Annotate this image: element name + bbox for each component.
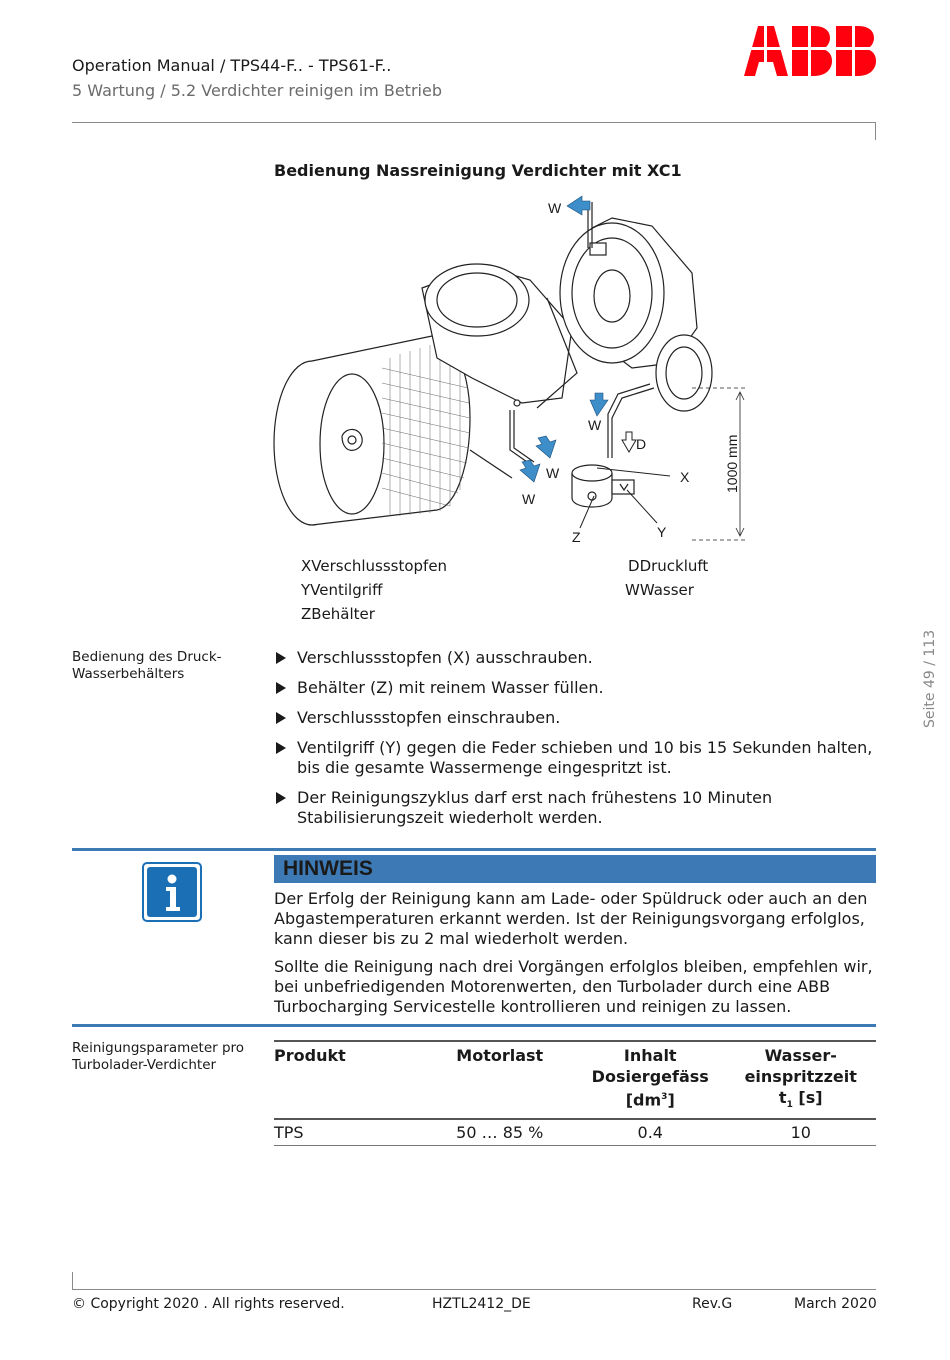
footer-copyright: © Copyright 2020 . All rights reserved.	[72, 1296, 345, 1312]
water-arrow-2	[590, 393, 608, 416]
bullet-arrow-icon	[276, 792, 286, 804]
footer-rule-tick	[72, 1272, 73, 1290]
bullet-arrow-icon	[276, 742, 286, 754]
parameters-label: Reinigungsparameter pro Turbolader-Verdichter	[72, 1040, 245, 1073]
filter-silencer	[274, 336, 470, 525]
header-rule	[72, 122, 876, 123]
notice-bottom-rule	[72, 1024, 876, 1027]
procedure-step: Verschlussstopfen einschrauben.	[274, 708, 874, 728]
outlet-flange	[656, 335, 712, 411]
water-arrow-3	[536, 436, 556, 458]
table-row	[274, 1119, 876, 1146]
cell-load: 50 … 85 %	[456, 1123, 544, 1143]
water-arrow-1	[567, 196, 590, 215]
table-header-row	[274, 1041, 876, 1119]
legend-item-w: WWasser	[625, 581, 694, 599]
col-product: Produkt	[274, 1046, 346, 1065]
callout-y: Y	[657, 524, 667, 540]
bullet-arrow-icon	[276, 652, 286, 664]
legend-item-d: DDruckluft	[628, 557, 709, 575]
callout-z: Z	[572, 529, 581, 545]
document-title: Operation Manual / TPS44-F.. - TPS61-F..	[72, 56, 392, 75]
callout-w-left: W	[546, 465, 560, 481]
footer-rule	[72, 1289, 876, 1290]
footer-revision: Rev.G	[692, 1296, 733, 1312]
legend-item-x: XVerschlussstopfen	[301, 557, 448, 575]
notice-heading: HINWEIS	[283, 857, 373, 880]
notice-paragraph-1: Der Erfolg der Reinigung kann am Lade- oder Spüldruck oder auch an den Abgastemperaturen erkannt werden. Ist der Reinigungsvorgang erfolglos, kann dieser bis zu 2 mal wiederholt werden.	[274, 889, 868, 948]
wet-cleaning-illustration	[272, 188, 772, 550]
height-dimension-label: 1000 mm	[724, 434, 740, 493]
footer-doc-id: HZTL2412_DE	[432, 1296, 531, 1312]
procedure-step: Behälter (Z) mit reinem Wasser füllen.	[274, 678, 874, 698]
bullet-arrow-icon	[276, 712, 286, 724]
procedure-steps	[274, 648, 874, 838]
col-content: Inhalt Dosiergefäss $[dm^3]$	[591, 1046, 709, 1110]
procedure-step: Verschlussstopfen (X) ausschrauben.	[274, 648, 874, 668]
callout-w-top: W	[548, 200, 562, 216]
notice-top-rule	[72, 848, 876, 851]
callout-w-bottom: W	[522, 491, 536, 507]
header-rule-tick	[875, 122, 876, 140]
breadcrumb: 5 Wartung / 5.2 Verdichter reinigen im Betrieb	[72, 81, 442, 100]
col-injection-time: Wasser- einspritzzeit $t_1$ [s]	[744, 1046, 857, 1111]
procedure-step: Ventilgriff (Y) gegen die Feder schieben und 10 bis 15 Sekunden halten, bis die gesamte Wassermenge eingespritzt ist.	[274, 738, 874, 778]
water-arrow-4	[520, 460, 540, 482]
procedure-step: Der Reinigungszyklus darf erst nach frühestens 10 Minuten Stabilisierungszeit wiederholt werden.	[274, 788, 874, 828]
notice-paragraph-2: Sollte die Reinigung nach drei Vorgängen erfolglos bleiben, empfehlen wir, bei unbefriedigenden Motorenwerten, den Turbolader durch eine ABB Turbocharging Servicestelle kontrollieren und reinigen zu lassen.	[274, 957, 873, 1016]
abb-logo	[744, 26, 876, 76]
procedure-label: Bedienung des Druck-Wasserbehälters	[72, 649, 222, 682]
callout-w-mid: W	[588, 417, 602, 433]
figure-title: Bedienung Nassreinigung Verdichter mit XC1	[274, 161, 682, 180]
footer-date: March 2020	[794, 1296, 877, 1312]
legend-item-z: ZBehälter	[301, 605, 375, 623]
legend-item-y: YVentilgriff	[301, 581, 383, 599]
col-load: Motorlast	[456, 1046, 544, 1065]
bullet-arrow-icon	[276, 682, 286, 694]
air-arrow	[622, 432, 636, 452]
callout-d: D	[636, 436, 647, 452]
cell-product: TPS	[274, 1123, 304, 1143]
cell-injection-time: 10	[790, 1123, 811, 1143]
callout-x: X	[680, 469, 690, 485]
page-number: Seite 49 / 113	[922, 629, 938, 728]
info-icon	[142, 862, 202, 922]
parameters-table	[274, 1040, 876, 1146]
cell-content: 0.4	[637, 1123, 663, 1143]
